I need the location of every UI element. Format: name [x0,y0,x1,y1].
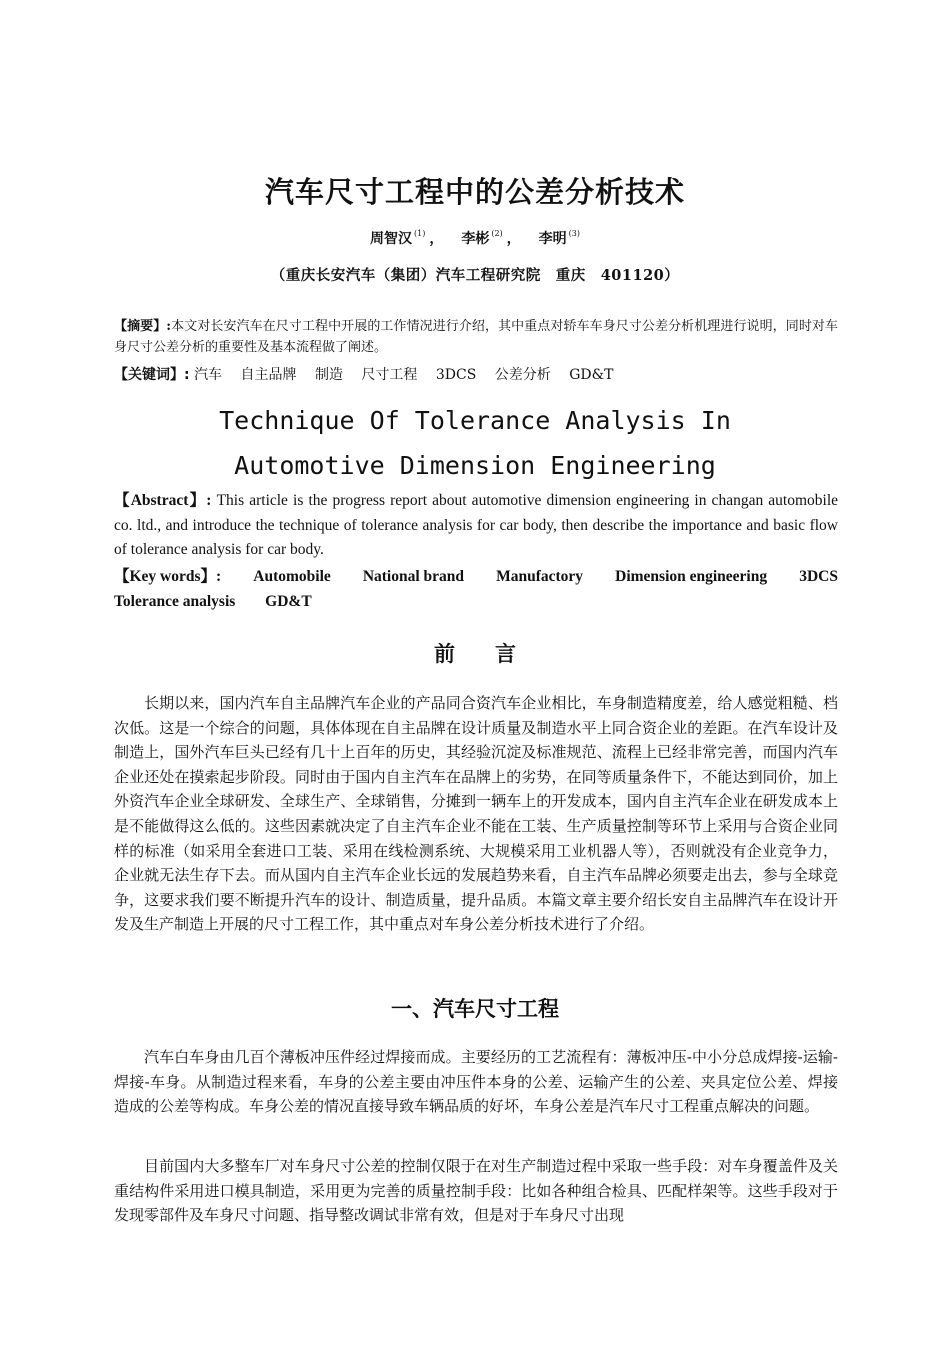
author-name: 李彬 [461,231,490,247]
author-list [0,228,950,248]
affiliation: （重庆长安汽车（集团）汽车工程研究院 重庆 401120） [270,267,680,284]
keyword-cn: GD&T [569,367,614,383]
author-separator: ， [429,231,444,247]
keyword-en: GD&T [265,593,312,610]
keyword-en: Manufactory [496,568,584,585]
author-affiliation-mark: (1) [413,229,426,238]
keywords-en-label: 【Key words】: [114,568,222,585]
abstract-cn-text: 本文对长安汽车在尺寸工程中开展的工作情况进行介绍，其中重点对轿车车身尺寸公差分析机理进行说明，同时对车身尺寸公差分析的重要性及基本流程做了阐述。 [114,319,838,355]
keyword-en: Dimension engineering [615,568,768,585]
author-name: 周智汉 [369,231,412,247]
author-separator: ， [506,231,521,247]
keywords-en-row [114,589,838,614]
keyword-cn: 汽车 [194,367,223,383]
paper-title-en-line: Automotive Dimension Engineering [234,451,716,480]
keyword-en: Tolerance analysis [114,593,236,610]
body-paragraph: 汽车白车身由几百个薄板冲压件经过焊接而成。主要经历的工艺流程有：薄板冲压-中小分总成焊接-运输-焊接-车身。从制造过程来看，车身的公差主要由冲压件本身的公差、运输产生的公差、夹具定位公差、焊接造成的公差等构成。车身公差的情况直接导致车辆品质的好坏，车身公差是汽车尺寸工程重点解决的问题。 [114,1048,838,1116]
abstract-cn-label: 【摘要】: [114,319,172,334]
keyword-cn: 尺寸工程 [361,367,418,383]
section-heading-dimension-engineering: 一、汽车尺寸工程 [391,996,559,1021]
author-affiliation-mark: (3) [568,229,581,238]
keywords-en-row [114,564,838,589]
keyword-cn: 自主品牌 [240,367,297,383]
abstract-en [114,489,838,563]
keywords-cn [114,364,838,384]
keywords-en [114,564,838,614]
keyword-cn: 3DCS [435,367,477,383]
author-affiliation-mark: (2) [491,229,503,238]
body-paragraph: 目前国内大多整车厂对车身尺寸公差的控制仅限于在对生产制造过程中采取一些手段：对车身覆盖件及关重结构件采用进口模具制造，采用更为完善的质量控制手段：比如各种组合检具、匹配样架等。这些手段对于发现零部件及车身尺寸问题、指导整改调试非常有效，但是对于车身尺寸出现 [114,1157,838,1225]
keywords-cn-label: 【关键词】: [114,367,190,383]
keyword-en: National brand [362,568,465,585]
paper-title-cn: 汽车尺寸工程中的公差分析技术 [264,175,685,209]
abstract-cn [114,316,838,358]
keyword-cn: 公差分析 [494,367,551,383]
keyword-en: 3DCS [799,568,838,585]
keyword-cn: 制造 [314,367,343,383]
abstract-en-text: This article is the progress report about automotive dimension engineering in changan automobile co. ltd., and introduce the technique of tolerance analysis for car body, then describe the importance and basic flow of tolerance analysis for car body. [114,492,839,558]
keyword-en: Automobile [253,568,331,585]
paper-title-en-line: Technique Of Tolerance Analysis In [219,406,731,435]
paper-title-en [0,398,950,488]
body-paragraph: 长期以来，国内汽车自主品牌汽车企业的产品同合资汽车企业相比，车身制造精度差，给人感觉粗糙、档次低。这是一个综合的问题，具体体现在自主品牌在设计质量及制造水平上同合资企业的差距。在汽车设计及制造上，国外汽车巨头已经有几十上百年的历史，其经验沉淀及标准规范、流程上已经非常完善，而国内汽车企业还处在摸索起步阶段。同时由于国内自主汽车在品牌上的劣势，在同等质量条件下，不能达到同价，加上外资汽车企业全球研发、全球生产、全球销售，分摊到一辆车上的开发成本，国内自主汽车企业在研发成本上是不能做得这么低的。这些因素就决定了自主汽车企业不能在工装、生产质量控制等环节上采用与合资企业同样的标准（如采用全套进口工装、采用在线检测系统、大规模采用工业机器人等），否则就没有企业竞争力，企业就无法生存下去。而从国内自主汽车企业长远的发展趋势来看，自主汽车品牌必须要走出去，参与全球竞争，这要求我们要不断提升汽车的设计、制造质量，提升品质。本篇文章主要介绍长安自主品牌汽车在设计开发及生产制造上开展的尺寸工程工作，其中重点对车身公差分析技术进行了介绍。 [114,694,838,934]
abstract-en-label: 【Abstract】: [114,492,212,509]
section-heading-preface: 前言 [434,641,556,666]
author-name: 李明 [538,231,567,247]
